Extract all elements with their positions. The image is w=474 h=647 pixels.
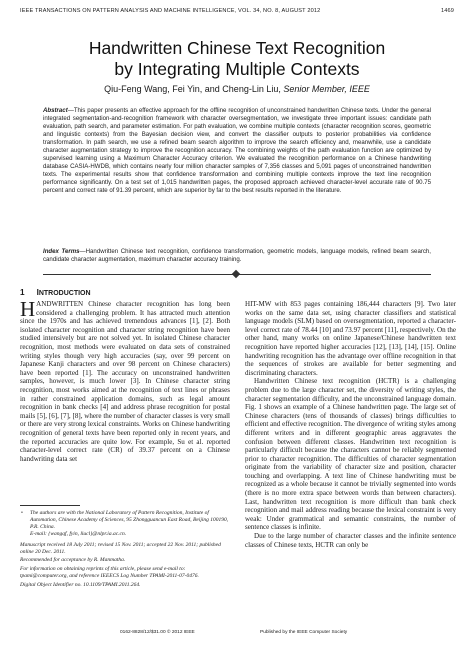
intro-text: Chinese character recognition has long been considered a challenging problem. It has attracted much attention since the 1970s and has achieved tremendous advances [1], [2]. Both isolated character recognition and character string recognition have been studied intensively but are not solved yet. In isolated Chinese character recognition, most methods were evaluated on data sets of constrained writing styles though very high accuracies (say, over 99 percent on Japanese Kanji characters and over 98 percent on Chinese characters) have been reported [1]. The accuracy on unconstrained handwritten samples, however, is much lower [3]. In Chinese character string recognition, most works aimed at the recognition of text lines or phrases in rather constrained application domains, such as legal amount recognition in bank checks [4] and address phrase recognition for postal mails [5], [6], [7], [8], where the number of character classes is very small or there are very strong lexical constraints. Works on Chinese handwriting recognition of general texts have been reported only in recent years, and the reported accuracies are quite low. For example, Su et al. reported character-level correct rate (CR) of 39.37 percent on a Chinese handwriting data set	[20, 300, 230, 463]
section-title-initial: I	[36, 288, 39, 297]
left-column	[20, 297, 230, 463]
footnote-rule	[20, 505, 80, 506]
reprints-info: For information on obtaining reprints of this article, please send e-mail to: tpami@computer.org, and reference IEEECS Log Number TPAMI-2011-07-0476.	[20, 566, 199, 580]
manuscript-history: Manuscript received 18 July 2011; revised 15 Nov. 2011; accepted 22 Nov. 2011; published online 20 Dec. 2011.	[20, 541, 221, 555]
journal-header: IEEE TRANSACTIONS ON PATTERN ANALYSIS AND MACHINE INTELLIGENCE, VOL. 34, NO. 8, AUGUST 2012	[20, 8, 321, 14]
section-title-rest: NTRODUCTION	[38, 290, 91, 297]
section-heading	[20, 288, 91, 297]
index-terms	[43, 248, 431, 264]
running-header	[20, 8, 454, 18]
recommended-editor: Recommended for acceptance by R. Manmatha.	[20, 557, 126, 564]
title-line-1: Handwritten Chinese Text Recognition	[88, 38, 386, 58]
abstract	[43, 107, 431, 196]
right-column	[245, 300, 456, 549]
issn-copyright: 0162-8828/12/$31.00 © 2012 IEEE	[120, 630, 195, 635]
intro-paragraph-1	[20, 297, 230, 463]
index-terms-label: Index Terms	[43, 248, 80, 255]
index-terms-text: —Handwritten Chinese text recognition, confidence transformation, geometric models, language models, refined beam search, candidate character augmentation, maximum character accuracy training.	[43, 248, 431, 264]
publisher-line: Published by the IEEE Computer Society	[260, 630, 348, 635]
abstract-label: Abstract	[43, 107, 68, 114]
right-paragraph-3: Due to the large number of character classes and the infinite sentence classes of Chinese texts, HCTR can only be	[245, 532, 456, 549]
author-names: Qiu-Feng Wang, Fei Yin, and Cheng-Lin Liu,	[104, 84, 281, 94]
title-line-2: by Integrating Multiple Contexts	[114, 59, 360, 79]
section-number: 1	[20, 288, 25, 297]
section-divider	[43, 270, 431, 278]
lead-word: ANDWRITTEN	[36, 300, 84, 308]
right-paragraph-2: Handwritten Chinese text recognition (HCTR) is a challenging problem due to the large character set, the diversity of writing styles, the character segmentation difficulty, and the unconstrained language domain. Fig. 1 shows an example of a Chinese handwritten page. The large set of Chinese characters (tens of thousands of classes) brings difficulties to efficient and effective recognition. The divergence of writing styles among different writers and in different geographic areas aggravates the confusion between different classes. Handwritten text recognition is particularly difficult because the characters cannot be reliably segmented prior to character recognition. The difficulties of character segmentation originate from the variability of character size and position, character touching and overlapping. A text line of Chinese handwriting must be recognized as a whole because it cannot be trivially segmented into words (there is no more extra space between words than between characters). Last, handwritten text recognition is more difficult than bank check recognition and mail address reading because the lexical constraint is very weak: Under grammatical and semantic constraints, the number of sentence classes is infinite.	[245, 377, 456, 532]
right-paragraph-1: HIT-MW with 853 pages containing 186,444 characters [9]. Two later works on the same data set, using character classifiers and statistical language models (SLM) based on oversegmentation, reported a character-level correct rate of 78.44 [10] and 73.97 percent [11], respectively. On the other hand, many works on online Japanese/Chinese handwritten text recognition have reported higher accuracies [12], [13], [14], [15]. Online handwriting recognition has the advantage over offline recognition in that the sequences of strokes are available for better segmenting and discriminating characters.	[245, 300, 456, 377]
bullet-icon: •	[21, 510, 23, 516]
drop-cap: H	[20, 297, 36, 321]
diamond-ornament-icon	[232, 269, 240, 277]
page-number: 1469	[440, 8, 454, 14]
author-affiliation	[20, 510, 232, 538]
author-list	[0, 84, 474, 94]
paper-title	[0, 38, 474, 80]
author-role: Senior Member, IEEE	[283, 84, 370, 94]
author-email: E-mail: {wangqf, fyin, liucl}@nlpr.ia.ac.cn.	[30, 530, 127, 537]
affiliation-text: The authors are with the National Laboratory of Pattern Recognition, Institute of Automation, Chinese Academy of Sciences, 95 Zhongguancun East Road, Beijing 100190, P.R. China.	[30, 510, 229, 530]
footnotes	[20, 510, 232, 591]
abstract-text: —This paper presents an effective approach for the offline recognition of unconstrained handwritten Chinese texts. Under the general integrated segmentation-and-recognition framework with character oversegmentation, we investigate three important issues: candidate path evaluation, path search, and parameter estimation. For path evaluation, we combine multiple contexts (character recognition scores, geometric and linguistic contexts) from the Bayesian decision view, and convert the classifier outputs to posterior probabilities via confidence transformation. In path search, we use a refined beam search algorithm to improve the search efficiency and, meanwhile, use a candidate character augmentation strategy to improve the recognition accuracy. The combining weights of the path evaluation function are optimized by supervised learning using a Maximum Character Accuracy criterion. We evaluated the recognition performance on a Chinese handwriting database CASIA-HWDB, which contains nearly four million character samples of 7,356 classes and 5,091 pages of unconstrained handwritten texts. The experimental results show that confidence transformation and combining multiple contexts improve the text line recognition performance significantly. On a test set of 1,015 handwritten pages, the proposed approach achieved character-level accurate rate of 90.75 percent and correct rate of 91.39 percent, which are superior by far to the best results reported in the literature.	[43, 107, 431, 195]
doi: Digital Object Identifier no. 10.1109/TPAMI.2011.264.	[20, 582, 141, 589]
